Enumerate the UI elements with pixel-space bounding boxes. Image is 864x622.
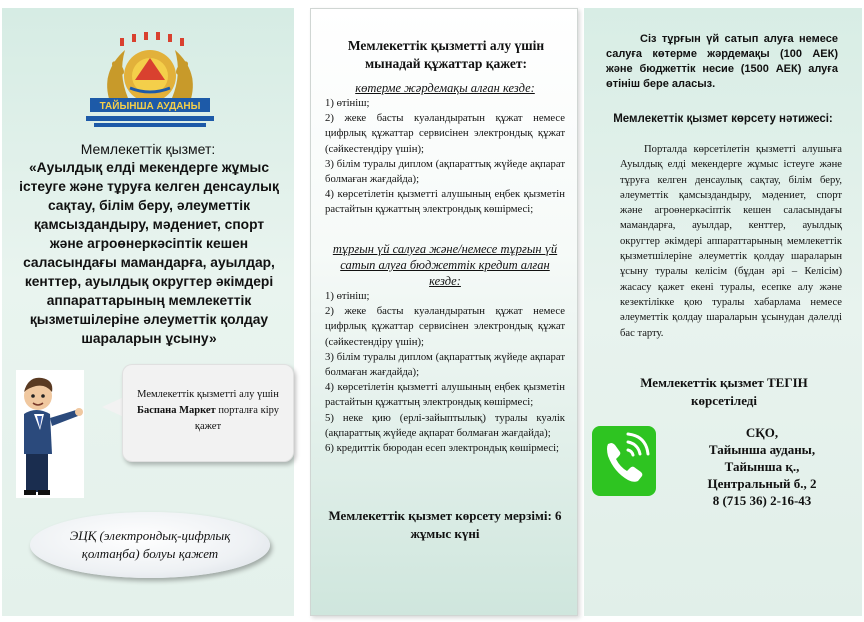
free-service-note: Мемлекеттік қызмет ТЕГІН көрсетіледі [640,375,808,408]
service-term: Мемлекеттік қызмет көрсету мерзімі: 6 жұмыс күні [328,508,562,541]
bubble-line-2: порталға кіру қажет [194,405,279,432]
service-title: «Ауылдық елді мекендерге жұмыс істеуге және тұруға келген денсаулық сақтау, білім беру, әлеуметтік қамсыздандыру, мәдениет, спорт және агроөнеркәсіптік кешен саласындағы мамандарға, ауылдар, кенттер, ауылдық округтер әкімдері аппараттарының мемлекеттік қызметшілеріне әлеуметтік қолдау шараларын ұсыну» [19,160,279,346]
section2-item: 6) кредиттік бюродан есеп электрондық көшірмесі; [325,442,560,455]
intro-text: Сіз тұрғын үй сатып алуға немесе салуға көтерме жәрдемақы (100 АЕК) және бюджеттік несие (1500 АЕК) алуға өтініш бере аласыз. [606,33,838,90]
ecp-ellipse [30,512,270,578]
address-line: Тайынша қ., [724,459,800,474]
middle-panel [310,8,578,616]
address-line: Центральный б., 2 [707,476,817,491]
contact-address [684,424,840,509]
section1-item: 3) білім туралы диплом (ақпараттық жүйеде ақпарат болмаған жағдайда); [325,157,565,186]
left-panel [2,8,294,616]
documents-section-budget-credit [325,241,565,456]
speech-bubble [122,364,294,462]
section1-item: 2) жеке басты куәландыратын құжат немесе цифрлық құжаттар сервисінен электрондық құжат (сәйкестендіру үшін); [325,112,565,155]
section2-list [325,289,565,456]
bubble-line-1: Мемлекеттік қызметті алу үшін [137,389,279,400]
tayynsha-district-logo [80,32,220,132]
logo-text: ТАЙЫНША АУДАНЫ [99,101,201,112]
address-line: СҚО, [745,425,779,440]
section1-item: 1) өтініш; [325,97,370,109]
section2-item: 5) неке қию (ерлі-зайыптылық) туралы куәлік (ақпараттық жүйеде ақпарат болмаған жағдайда); [325,411,565,439]
bubble-text [133,387,283,435]
section1-heading: көтерме жәрдемақы алған кезде: [355,81,535,95]
result-heading: Мемлекеттік қызмет көрсету нәтижесі: [613,113,833,125]
section2-heading: тұрғын үй салуға және/немесе тұрғын үй сатып алуға бюджеттік кредит алған кезде: [332,242,558,288]
section2-item: 2) жеке басты куәландыратын құжат немесе цифрлық құжаттар сервисінен электрондық құжат (сәйкестендіру үшін); [325,305,565,348]
address-line: 8 (715 36) 2-16-43 [712,493,812,508]
bubble-portal-name: Баспана Маркет [137,405,216,416]
businessman-illustration [16,370,84,498]
ecp-text: ЭЦҚ (электрондық-цифрлық қолтаңба) болуы қажет [69,528,231,561]
address-line: Тайынша ауданы, [708,442,816,457]
section1-list [325,96,565,218]
section2-item: 4) көрсетілетін қызметті алушының еңбек қызметін растайтын құжаттың электрондық көшірмесі; [325,381,565,409]
section2-item: 3) білім туралы диплом (ақпараттық жүйеде ақпарат болмаған жағдайда); [325,350,565,379]
documents-title: Мемлекеттік қызметті алу үшін мынадай құжаттар қажет: [347,38,545,71]
documents-section-lump-sum [325,80,565,218]
right-panel [584,8,862,616]
section1-item: 4) көрсетілетін қызметті алушының еңбек қызметін растайтын құжаттың электрондық көшірмесі; [325,188,565,216]
section2-item: 1) өтініш; [325,290,370,302]
service-label: Мемлекеттік қызмет: [80,141,216,157]
phone-icon [592,426,656,496]
result-body: Порталда көрсетілетін қызметті алушыға Ауылдық елді мекендерге жұмыс істеуге және тұруға келген денсаулық сақтау, білім беру, әлеуметтік қамсыздандыру, мәдениет, спорт және агроөнеркәсіптік кешен саласындағы мамандарға, ауылдар, кенттер, ауылдық округтер әкімдері аппараттарының мемлекеттік қызметшілеріне әлеуметтік қолдау шараларын ұсыну туралы келісім (бұдан әрі – Келісім) жасасу қажет екені туралы, есепке алу және кезектілікке қою туралы хабарлама немесе әлеуметтік қолдау шараларын ұсынудан дәлелді бас тарту. [620,144,842,339]
speech-bubble-tail [102,397,124,417]
